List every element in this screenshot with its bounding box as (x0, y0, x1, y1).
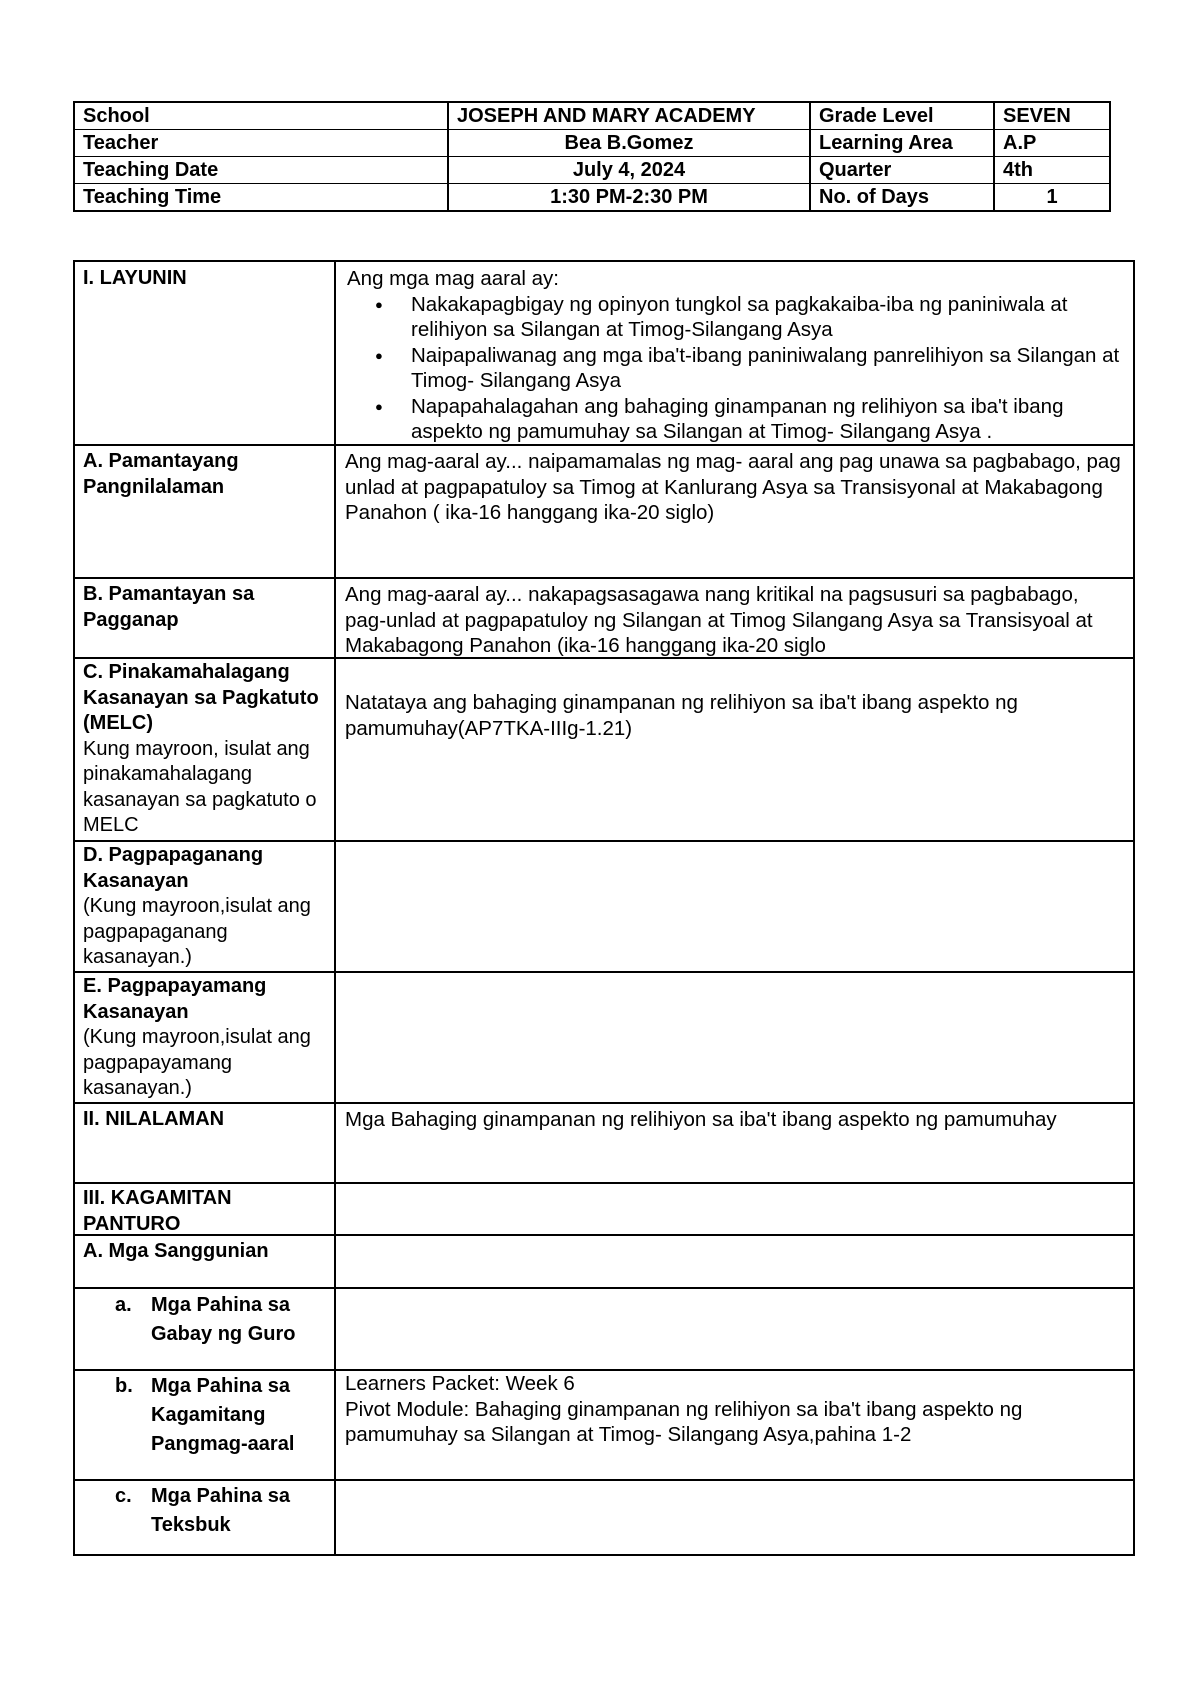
header-label: Quarter (819, 159, 892, 181)
list-item: ● Nakakapagbigay ng opinyon tungkol sa pagkakaiba-iba ng paniniwala at relihiyon sa Silangan at Timog-Silangang Asya (411, 292, 1125, 343)
row-divider (75, 657, 1133, 659)
row-label-melc (83, 660, 331, 839)
layunin-content (345, 266, 1125, 445)
header-value: JOSEPH AND MARY ACADEMY (457, 105, 756, 127)
header-value: Bea B.Gomez (564, 132, 694, 154)
kagamitang-pangmag-aaral-label: Mga Pahina sa Kagamitang Pangmag-aaral (151, 1375, 295, 1455)
objectives-list (345, 292, 1125, 445)
row-divider (75, 444, 1133, 446)
row-divider (75, 1234, 1133, 1236)
lesson-plan-table (73, 260, 1135, 1556)
row-label-sanggunian: A. Mga Sanggunian (83, 1240, 269, 1262)
header-label: Teaching Date (83, 159, 219, 181)
header-value: A.P (1003, 132, 1037, 154)
list-item: ● Napapahalagahan ang bahaging ginampanan ng relihiyon sa iba't ibang aspekto ng pamumuhay sa Silangan at Timog- Silangang Asya . (411, 394, 1125, 445)
row-label-kagamitan-panturo: III. KAGAMITAN PANTURO (83, 1187, 232, 1235)
row-label-pamantayang-pangnilalaman: A. Pamantayang Pangnilalaman (83, 450, 239, 498)
melc-note: Kung mayroon, isulat ang pinakamahalagang kasanayan sa pagkatuto o MELC (83, 737, 317, 836)
nilalaman-text: Mga Bahaging ginampanan ng relihiyon sa iba't ibang aspekto ng pamumuhay (345, 1108, 1057, 1131)
pagpapaganang-title: D. Pagpapaganang Kasanayan (83, 844, 264, 892)
header-row (75, 184, 1109, 211)
header-value: 4th (1003, 159, 1033, 181)
list-item: ● Naipapaliwanag ang mga iba't-ibang paniniwalang panrelihiyon sa Silangan at Timog- Silangang Asya (411, 343, 1125, 394)
pagpapayamang-title: E. Pagpapayamang Kasanayan (83, 975, 267, 1023)
row-divider (75, 1182, 1133, 1184)
pivot-module-text: Pivot Module: Bahaging ginampanan ng relihiyon sa iba't ibang aspekto ng pamumuhay sa Silangan at Timog- Silangang Asya,pahina 1-2 (345, 1397, 1023, 1446)
learners-packet-text: Learners Packet: Week 6 (345, 1372, 575, 1395)
list-marker: b. (115, 1375, 133, 1397)
pamantayan-sa-pagganap-text: Ang mag-aaral ay... nakapagsasagawa nang kritikal na pagsusuri sa pagbabago, pag-unlad at pagpapatuloy ng Silangan at Timog Silangang Asya sa Transisyoal at Makabagong Panahon (ika-16 hanggang ika-20 siglo (345, 583, 1093, 657)
row-label-pagpapaganang-kasanayan (83, 843, 331, 971)
row-label-nilalaman: II. NILALAMAN (83, 1108, 225, 1130)
list-marker: a. (115, 1294, 132, 1316)
header-label: Teaching Time (83, 186, 222, 208)
kagamitang-content (345, 1371, 1125, 1448)
pamantayang-pangnilalaman-text: Ang mag-aaral ay... naipamamalas ng mag- aaral ang pag unawa sa pagbabago, pag unlad at pagpapatuloy sa Timog at Kanlurang Asya sa Transisyonal at Makabagong Panahon ( ika-16 hanggang ika-20 siglo) (345, 450, 1121, 524)
header-label: No. of Days (819, 186, 930, 208)
header-value: July 4, 2024 (572, 159, 686, 181)
header-table (73, 101, 1111, 212)
row-divider (75, 840, 1133, 842)
header-label: School (83, 105, 150, 127)
list-marker: c. (115, 1485, 132, 1507)
header-row (75, 157, 1109, 184)
header-label: Learning Area (819, 132, 953, 154)
header-value: 1:30 PM-2:30 PM (550, 186, 708, 208)
pagpapaganang-note: (Kung mayroon,isulat ang pagpapaganang kasanayan.) (83, 895, 311, 968)
row-divider (75, 577, 1133, 579)
column-divider (334, 262, 336, 1554)
melc-text: Natataya ang bahaging ginampanan ng relihiyon sa iba't ibang aspekto ng pamumuhay(AP7TKA-IIIg-1.21) (345, 691, 1018, 740)
header-value: 1 (1046, 186, 1058, 208)
header-row (75, 130, 1109, 157)
row-divider (75, 1479, 1133, 1481)
melc-title: C. Pinakamahalagang Kasanayan sa Pagkatuto (MELC) (83, 661, 319, 734)
pagpapayamang-note: (Kung mayroon,isulat ang pagpapayamang kasanayan.) (83, 1026, 311, 1099)
layunin-intro: Ang mga mag aaral ay: (347, 267, 559, 290)
row-divider (75, 971, 1133, 973)
row-divider (75, 1287, 1133, 1289)
gabay-ng-guro-label: Mga Pahina sa Gabay ng Guro (151, 1294, 296, 1345)
header-row (75, 103, 1109, 130)
header-value: SEVEN (1003, 105, 1071, 127)
header-label: Grade Level (819, 105, 934, 127)
row-divider (75, 1102, 1133, 1104)
teksbuk-label: Mga Pahina sa Teksbuk (151, 1485, 290, 1536)
row-label-pagpapayamang-kasanayan (83, 974, 331, 1102)
row-label-layunin: I. LAYUNIN (83, 267, 187, 289)
header-label: Teacher (83, 132, 159, 154)
row-label-pamantayan-sa-pagganap: B. Pamantayan sa Pagganap (83, 583, 255, 631)
